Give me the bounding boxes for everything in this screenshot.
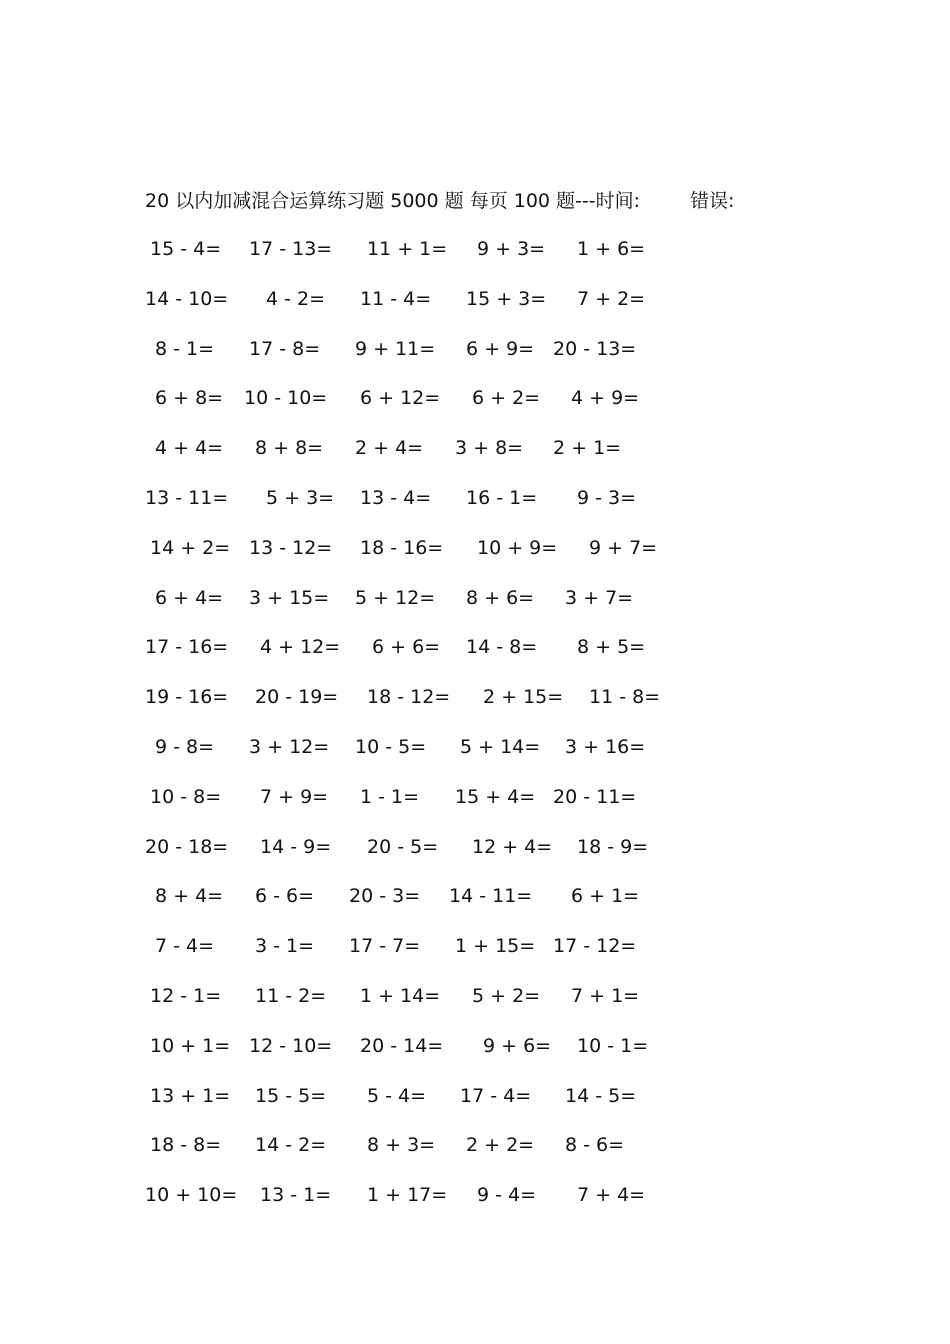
problem-grid bbox=[0, 234, 950, 1230]
problem-row bbox=[0, 632, 950, 682]
problem-cell: 11 - 4= bbox=[360, 287, 432, 310]
problem-cell: 12 - 10= bbox=[249, 1034, 333, 1057]
problem-row bbox=[0, 881, 950, 931]
problem-cell: 10 - 5= bbox=[355, 735, 427, 758]
problem-cell: 14 - 5= bbox=[565, 1084, 637, 1107]
problem-cell: 20 - 19= bbox=[255, 686, 339, 709]
problem-row bbox=[0, 1130, 950, 1180]
problem-cell: 14 - 11= bbox=[449, 885, 533, 908]
problem-cell: 15 + 4= bbox=[455, 785, 536, 808]
problem-cell: 16 - 1= bbox=[466, 486, 538, 509]
problem-cell: 1 + 14= bbox=[360, 984, 441, 1007]
problem-cell: 10 + 10= bbox=[145, 1184, 238, 1207]
problem-cell: 20 - 18= bbox=[145, 835, 229, 858]
problem-row bbox=[0, 732, 950, 782]
worksheet-header bbox=[145, 186, 845, 216]
problem-cell: 1 - 1= bbox=[360, 785, 420, 808]
problem-cell: 8 - 1= bbox=[155, 337, 215, 360]
problem-cell: 4 + 4= bbox=[155, 437, 224, 460]
problem-cell: 9 + 3= bbox=[477, 238, 546, 260]
problem-cell: 14 - 8= bbox=[466, 636, 538, 659]
problem-cell: 9 + 6= bbox=[483, 1034, 552, 1057]
problem-cell: 13 - 4= bbox=[360, 486, 432, 509]
problem-cell: 5 + 14= bbox=[460, 735, 541, 758]
problem-cell: 6 + 8= bbox=[155, 387, 224, 410]
problem-cell: 11 + 1= bbox=[367, 238, 448, 260]
problem-cell: 10 - 1= bbox=[577, 1034, 649, 1057]
problem-cell: 17 - 12= bbox=[553, 935, 637, 958]
problem-cell: 4 + 9= bbox=[571, 387, 640, 410]
problem-cell: 11 - 8= bbox=[589, 686, 661, 709]
problem-cell: 2 + 4= bbox=[355, 437, 424, 460]
problem-cell: 13 - 12= bbox=[249, 536, 333, 559]
problem-cell: 2 + 15= bbox=[483, 686, 564, 709]
problem-cell: 3 - 1= bbox=[255, 935, 315, 958]
problem-cell: 9 + 11= bbox=[355, 337, 436, 360]
problem-row bbox=[0, 931, 950, 981]
problem-cell: 6 + 6= bbox=[372, 636, 441, 659]
problem-cell: 20 - 5= bbox=[367, 835, 439, 858]
problem-cell: 15 + 3= bbox=[466, 287, 547, 310]
problem-cell: 14 - 2= bbox=[255, 1134, 327, 1157]
problem-cell: 6 - 6= bbox=[255, 885, 315, 908]
problem-cell: 7 + 1= bbox=[571, 984, 640, 1007]
problem-row bbox=[0, 433, 950, 483]
problem-cell: 6 + 4= bbox=[155, 586, 224, 609]
problem-cell: 6 + 12= bbox=[360, 387, 441, 410]
problem-cell: 13 - 1= bbox=[260, 1184, 332, 1207]
problem-cell: 17 - 7= bbox=[349, 935, 421, 958]
problem-cell: 8 + 8= bbox=[255, 437, 324, 460]
problem-cell: 5 + 2= bbox=[472, 984, 541, 1007]
problem-cell: 18 - 12= bbox=[367, 686, 451, 709]
problem-row bbox=[0, 1180, 950, 1230]
problem-cell: 3 + 15= bbox=[249, 586, 330, 609]
problem-cell: 8 + 6= bbox=[466, 586, 535, 609]
problem-row bbox=[0, 682, 950, 732]
problem-row bbox=[0, 533, 950, 583]
problem-cell: 4 - 2= bbox=[266, 287, 326, 310]
problem-cell: 14 - 9= bbox=[260, 835, 332, 858]
problem-cell: 9 - 3= bbox=[577, 486, 637, 509]
problem-cell: 3 + 12= bbox=[249, 735, 330, 758]
problem-cell: 10 + 1= bbox=[150, 1034, 231, 1057]
problem-cell: 3 + 7= bbox=[565, 586, 634, 609]
problem-cell: 17 - 8= bbox=[249, 337, 321, 360]
problem-cell: 3 + 8= bbox=[455, 437, 524, 460]
problem-cell: 5 + 12= bbox=[355, 586, 436, 609]
problem-cell: 2 + 1= bbox=[553, 437, 622, 460]
problem-cell: 8 + 3= bbox=[367, 1134, 436, 1157]
problem-row bbox=[0, 383, 950, 433]
problem-cell: 1 + 6= bbox=[577, 238, 646, 260]
problem-cell: 4 + 12= bbox=[260, 636, 341, 659]
problem-cell: 13 - 11= bbox=[145, 486, 229, 509]
problem-cell: 7 + 2= bbox=[577, 287, 646, 310]
problem-row bbox=[0, 483, 950, 533]
problem-cell: 10 - 8= bbox=[150, 785, 222, 808]
problem-cell: 9 - 4= bbox=[477, 1184, 537, 1207]
problem-cell: 9 - 8= bbox=[155, 735, 215, 758]
problem-cell: 7 + 4= bbox=[577, 1184, 646, 1207]
problem-cell: 11 - 2= bbox=[255, 984, 327, 1007]
problem-row bbox=[0, 1031, 950, 1081]
problem-cell: 5 + 3= bbox=[266, 486, 335, 509]
problem-cell: 18 - 9= bbox=[577, 835, 649, 858]
problem-cell: 8 + 5= bbox=[577, 636, 646, 659]
problem-cell: 8 + 4= bbox=[155, 885, 224, 908]
problem-cell: 20 - 3= bbox=[349, 885, 421, 908]
problem-cell: 12 - 1= bbox=[150, 984, 222, 1007]
problem-row bbox=[0, 832, 950, 882]
problem-cell: 20 - 14= bbox=[360, 1034, 444, 1057]
problem-cell: 14 - 10= bbox=[145, 287, 229, 310]
problem-cell: 17 - 4= bbox=[460, 1084, 532, 1107]
problem-cell: 10 - 10= bbox=[244, 387, 328, 410]
problem-row bbox=[0, 284, 950, 334]
problem-cell: 17 - 13= bbox=[249, 238, 333, 260]
problem-cell: 19 - 16= bbox=[145, 686, 229, 709]
problem-cell: 20 - 13= bbox=[553, 337, 637, 360]
problem-cell: 14 + 2= bbox=[150, 536, 231, 559]
problem-row bbox=[0, 1081, 950, 1131]
problem-cell: 9 + 7= bbox=[589, 536, 658, 559]
problem-cell: 15 - 4= bbox=[150, 238, 222, 260]
error-label: 错误: bbox=[690, 190, 735, 212]
problem-cell: 6 + 9= bbox=[466, 337, 535, 360]
problem-cell: 7 - 4= bbox=[155, 935, 215, 958]
problem-cell: 8 - 6= bbox=[565, 1134, 625, 1157]
problem-cell: 15 - 5= bbox=[255, 1084, 327, 1107]
problem-cell: 18 - 16= bbox=[360, 536, 444, 559]
problem-cell: 20 - 11= bbox=[553, 785, 637, 808]
problem-cell: 5 - 4= bbox=[367, 1084, 427, 1107]
problem-cell: 10 + 9= bbox=[477, 536, 558, 559]
problem-cell: 2 + 2= bbox=[466, 1134, 535, 1157]
problem-cell: 18 - 8= bbox=[150, 1134, 222, 1157]
problem-cell: 3 + 16= bbox=[565, 735, 646, 758]
problem-row bbox=[0, 782, 950, 832]
worksheet-title: 20 以内加减混合运算练习题 5000 题 每页 100 题---时间: bbox=[145, 190, 641, 212]
problem-cell: 13 + 1= bbox=[150, 1084, 231, 1107]
problem-cell: 6 + 1= bbox=[571, 885, 640, 908]
problem-cell: 6 + 2= bbox=[472, 387, 541, 410]
problem-row bbox=[0, 981, 950, 1031]
problem-row bbox=[0, 334, 950, 384]
problem-cell: 1 + 15= bbox=[455, 935, 536, 958]
problem-cell: 12 + 4= bbox=[472, 835, 553, 858]
problem-cell: 7 + 9= bbox=[260, 785, 329, 808]
problem-row bbox=[0, 234, 950, 284]
problem-row bbox=[0, 583, 950, 633]
problem-cell: 17 - 16= bbox=[145, 636, 229, 659]
problem-cell: 1 + 17= bbox=[367, 1184, 448, 1207]
